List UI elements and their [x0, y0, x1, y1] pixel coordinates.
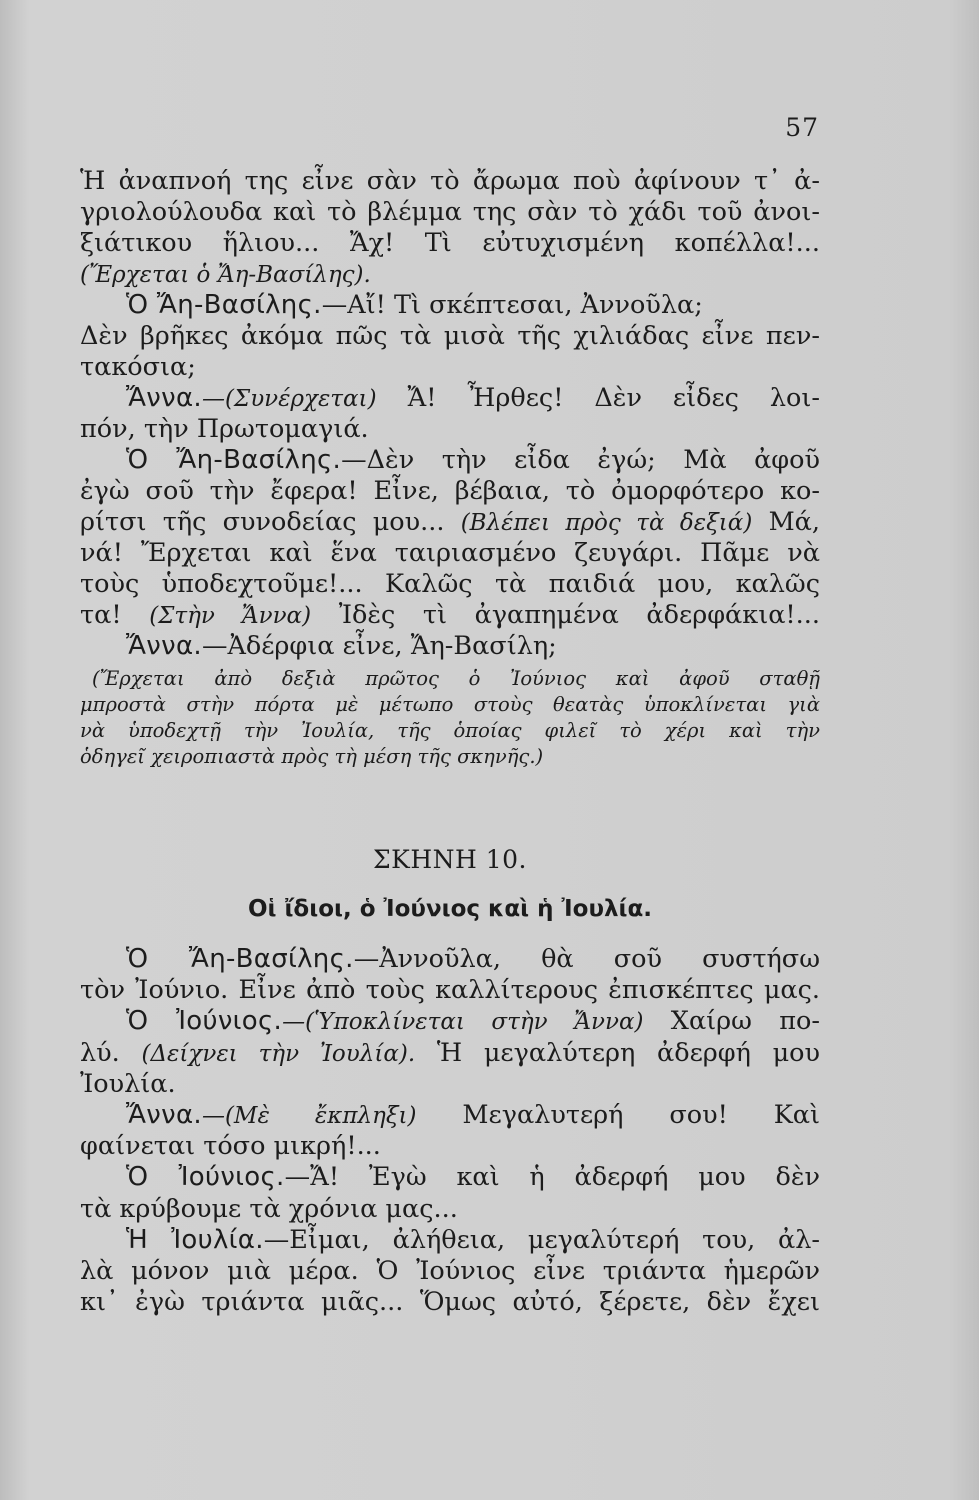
- dialogue-text: —Ἀδέρφια εἶνε, Ἄη-Βασίλη;: [201, 631, 557, 661]
- text-line: φαίνεται τόσο μικρή!...: [80, 1131, 381, 1162]
- stage-direction: —(Συνέρχεται): [201, 386, 377, 412]
- text-line: λὰ μόνον μιὰ μέρα. Ὁ Ἰούνιος εἶνε τριάντα ἡμερῶν: [80, 1255, 820, 1286]
- dialogue-line: [80, 1162, 820, 1193]
- speaker-name: Ὁ Ἄη-Βασίλης.: [126, 290, 322, 320]
- stage-direction: —(Μὲ ἔκπληξι): [201, 1102, 417, 1129]
- text-line: τὸν Ἰούνιο. Εἶνε ἀπὸ τοὺς καλλίτερους ἐπισκέπτες μας.: [80, 975, 820, 1006]
- dialogue-text: Χαίρω πο-: [670, 1006, 820, 1037]
- dialogue-line: [80, 944, 820, 975]
- speaker-name: Ἄννα.: [126, 383, 202, 413]
- dialogue-text: —Ἄ! Ἐγὼ καὶ ἡ ἀδερφή μου δὲν: [284, 1162, 821, 1193]
- speaker-name: Ὁ Ἰούνιος.: [126, 1162, 285, 1193]
- stage-line: νὰ ὑποδεχτῇ τὴν Ἰουλία, τῆς ὁποίας φιλεῖ τὸ χέρι καὶ τὴν: [80, 719, 820, 742]
- dialogue-line: [80, 290, 820, 321]
- speaker-name: Ἄννα.: [126, 631, 202, 661]
- dialogue-line: [80, 1225, 820, 1256]
- text-line: ἐγὼ σοῦ τὴν ἔφερα! Εἶνε, βέβαια, τὸ ὀμορφότερο κο-: [80, 476, 820, 506]
- text-line: [80, 507, 820, 538]
- dialogue-text: —Ἀννοῦλα, θὰ σοῦ συστήσω: [353, 944, 821, 974]
- text-fragment: λύ.: [80, 1037, 120, 1068]
- dialogue-line: [80, 631, 820, 662]
- text-line: [80, 1038, 820, 1069]
- dialogue-text: —Αἴ! Τὶ σκέπτεσαι, Ἀννοῦλα;: [321, 290, 703, 320]
- stage-direction: (Στὴν Ἄννα): [149, 603, 312, 629]
- text-line: [80, 600, 820, 631]
- text-line: γριολούλουδα καὶ τὸ βλέμμα της σὰν τὸ χάδι τοῦ ἀνοι-: [80, 197, 820, 227]
- stage-direction: (Ἔρχεται ὁ Ἄη-Βασίλης).: [80, 262, 371, 288]
- text-line: κι᾽ ἐγὼ τριάντα μιᾶς... Ὅμως αὐτό, ξέρετε, δὲν ἔχει: [80, 1287, 820, 1318]
- body-text-bottom: [80, 944, 820, 1318]
- stage-direction: (Βλέπει πρὸς τὰ δεξιά): [460, 510, 753, 536]
- speaker-name: Ἄννα.: [126, 1099, 202, 1130]
- scene-heading: ΣΚΗΝΗ 10.: [372, 845, 528, 874]
- speaker-name: Ὁ Ἰούνιος.: [126, 1006, 283, 1037]
- stage-line: ὁδηγεῖ χειροπιαστὰ πρὸς τὴ μέση τῆς σκηνῆς.): [80, 745, 544, 768]
- stage-direction: —(Ὑποκλίνεται στὴν Ἄννα): [282, 1009, 644, 1036]
- text-line: Δὲν βρῆκες ἀκόμα πῶς τὰ μισὰ τῆς χιλιάδας εἶνε πεν-: [80, 321, 820, 351]
- stage-direction-block: [80, 666, 820, 770]
- dialogue-line: [80, 383, 820, 414]
- text-line: ξιάτικου ἥλιου... Ἄχ! Τὶ εὐτυχισμένη κοπέλλα!...: [80, 228, 820, 258]
- stage-direction-inline: [80, 259, 820, 290]
- stage-line: μπροστὰ στὴν πόρτα μὲ μέτωπο στοὺς θεατὰς ὑποκλίνεται γιὰ: [80, 693, 820, 716]
- dialogue-text: Ἄ! Ἦρθες! Δὲν εἶδες λοι-: [407, 383, 820, 413]
- text-line: πόν, τὴν Πρωτομαγιά.: [80, 414, 369, 444]
- text-line: Ἰουλία.: [80, 1068, 176, 1099]
- page-number: 57: [785, 113, 819, 142]
- text-fragment: Ἡ μεγαλύτερη ἀδερφή μου: [436, 1037, 821, 1068]
- text-line: τοὺς ὑποδεχτοῦμε!... Καλῶς τὰ παιδιά μου, καλῶς: [80, 569, 820, 599]
- text-fragment: Ἰδὲς τὶ ἀγαπημένα ἀδερφάκια!...: [338, 600, 820, 630]
- stage-line: (Ἔρχεται ἀπὸ δεξιὰ πρῶτος ὁ Ἰούνιος καὶ ἀφοῦ σταθῇ: [92, 667, 820, 690]
- dialogue-line: [80, 1100, 820, 1131]
- speaker-name: Ὁ Ἄη-Βασίλης.: [126, 944, 354, 974]
- dialogue-text: Μεγαλυτερή σου! Καὶ: [462, 1099, 820, 1130]
- speaker-name: Ὁ Ἄη-Βασίλης.: [126, 445, 342, 475]
- dialogue-text: —Δὲν τὴν εἶδα ἐγώ; Μὰ ἀφοῦ: [341, 445, 820, 475]
- dialogue-text: —Εἶμαι, ἀλήθεια, μεγαλύτερή του, ἀλ-: [263, 1224, 820, 1255]
- text-fragment: Μά,: [768, 507, 820, 537]
- text-fragment: τα!: [80, 600, 122, 630]
- text-fragment: ρίτσι τῆς συνοδείας μου...: [80, 507, 445, 537]
- body-text-top: [80, 166, 820, 770]
- dialogue-line: [80, 445, 820, 476]
- stage-direction: (Δείχνει τὴν Ἰουλία).: [141, 1040, 416, 1067]
- text-line: νά! Ἔρχεται καὶ ἕνα ταιριασμένο ζευγάρι. Πᾶμε νὰ: [80, 538, 820, 568]
- dialogue-line: [80, 1006, 820, 1037]
- text-line: τακόσια;: [80, 352, 196, 382]
- scene-characters: Οἱ ἴδιοι, ὁ Ἰούνιος καὶ ἡ Ἰουλία.: [247, 896, 653, 922]
- speaker-name: Ἡ Ἰουλία.: [126, 1224, 264, 1255]
- text-line: Ἡ ἀναπνοή της εἶνε σὰν τὸ ἄρωμα ποὺ ἀφίνουν τ᾽ ἀ-: [80, 166, 820, 196]
- text-line: τὰ κρύβουμε τὰ χρόνια μας...: [80, 1193, 458, 1224]
